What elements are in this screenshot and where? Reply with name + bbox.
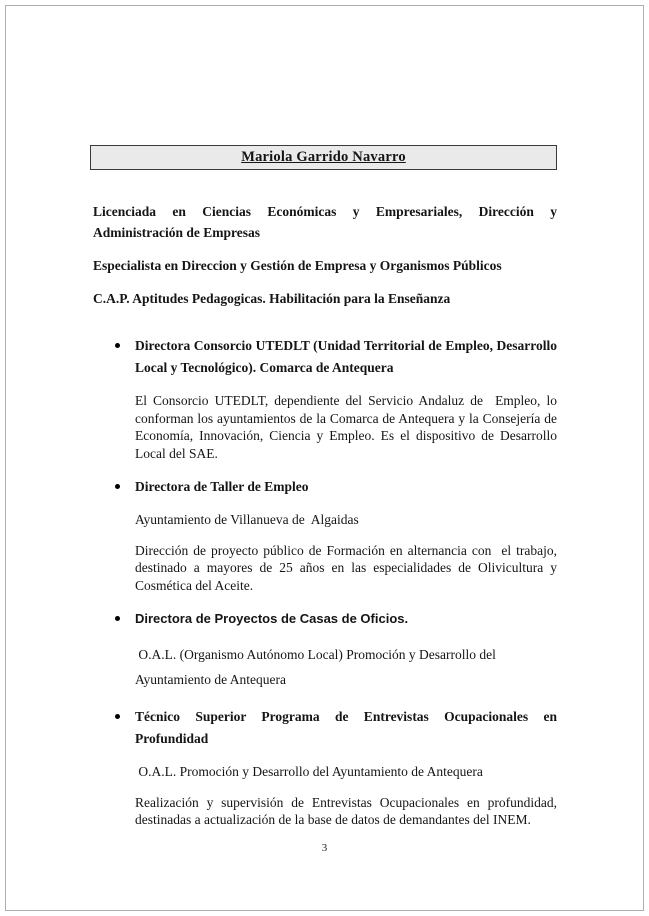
position-item <box>93 476 561 594</box>
qualification-item: C.A.P. Aptitudes Pedagogicas. Habilitación para la Enseñanza <box>93 291 451 306</box>
position-title: Directora de Taller de Empleo <box>135 479 309 494</box>
qualification-item: Especialista en Direccion y Gestión de Empresa y Organismos Públicos <box>93 258 502 273</box>
bullet-icon <box>115 714 120 719</box>
position-description <box>135 392 561 462</box>
positions-list <box>90 335 561 829</box>
position-paragraph: Realización y supervisión de Entrevistas Ocupacionales en profundidad, destinadas a actualización de la base de datos de demandantes del INEM. <box>135 794 561 827</box>
qualifications-section <box>90 201 557 309</box>
position-description <box>135 511 561 594</box>
qualification-item: Licenciada en Ciencias Económicas y Empresariales, Dirección y Administración de Empresas <box>93 204 557 240</box>
position-title: Directora Consorcio UTEDLT (Unidad Territorial de Empleo, Desarrollo Local y Tecnológico). Comarca de Antequera <box>135 338 557 375</box>
position-title: Técnico Superior Programa de Entrevistas Ocupacionales en Profundidad <box>135 709 557 746</box>
bullet-icon <box>115 343 120 348</box>
bullet-icon <box>115 484 120 489</box>
position-description <box>135 763 561 829</box>
position-description <box>135 642 557 692</box>
bullet-icon <box>115 616 120 621</box>
position-paragraph: Dirección de proyecto público de Formación en alternancia con el trabajo, destinado a mayores de 25 años en las especialidades de Olivicultura y Cosmética del Aceite. <box>135 542 561 593</box>
position-paragraph: O.A.L. Promoción y Desarrollo del Ayuntamiento de Antequera <box>135 764 483 779</box>
position-paragraph: El Consorcio UTEDLT, dependiente del Servicio Andaluz de Empleo, lo conforman los ayuntamientos de la Comarca de Antequera y la Consejería de Economía, Innovación, Ciencia y Empleo. Es el dispositivo de Desarrollo Local del SAE. <box>135 393 561 461</box>
position-paragraph: Ayuntamiento de Villanueva de Algaidas <box>135 512 359 527</box>
position-title: Directora de Proyectos de Casas de Oficios. <box>135 611 409 626</box>
position-item <box>93 706 561 829</box>
person-name-title: Mariola Garrido Navarro <box>241 149 406 165</box>
position-paragraph: O.A.L. (Organismo Autónomo Local) Promoción y Desarrollo del Ayuntamiento de Antequera <box>135 647 499 687</box>
page-number: 3 <box>321 842 328 854</box>
document-content <box>90 145 561 843</box>
position-item <box>93 608 557 692</box>
position-item <box>93 335 561 462</box>
name-header-box <box>90 145 557 170</box>
